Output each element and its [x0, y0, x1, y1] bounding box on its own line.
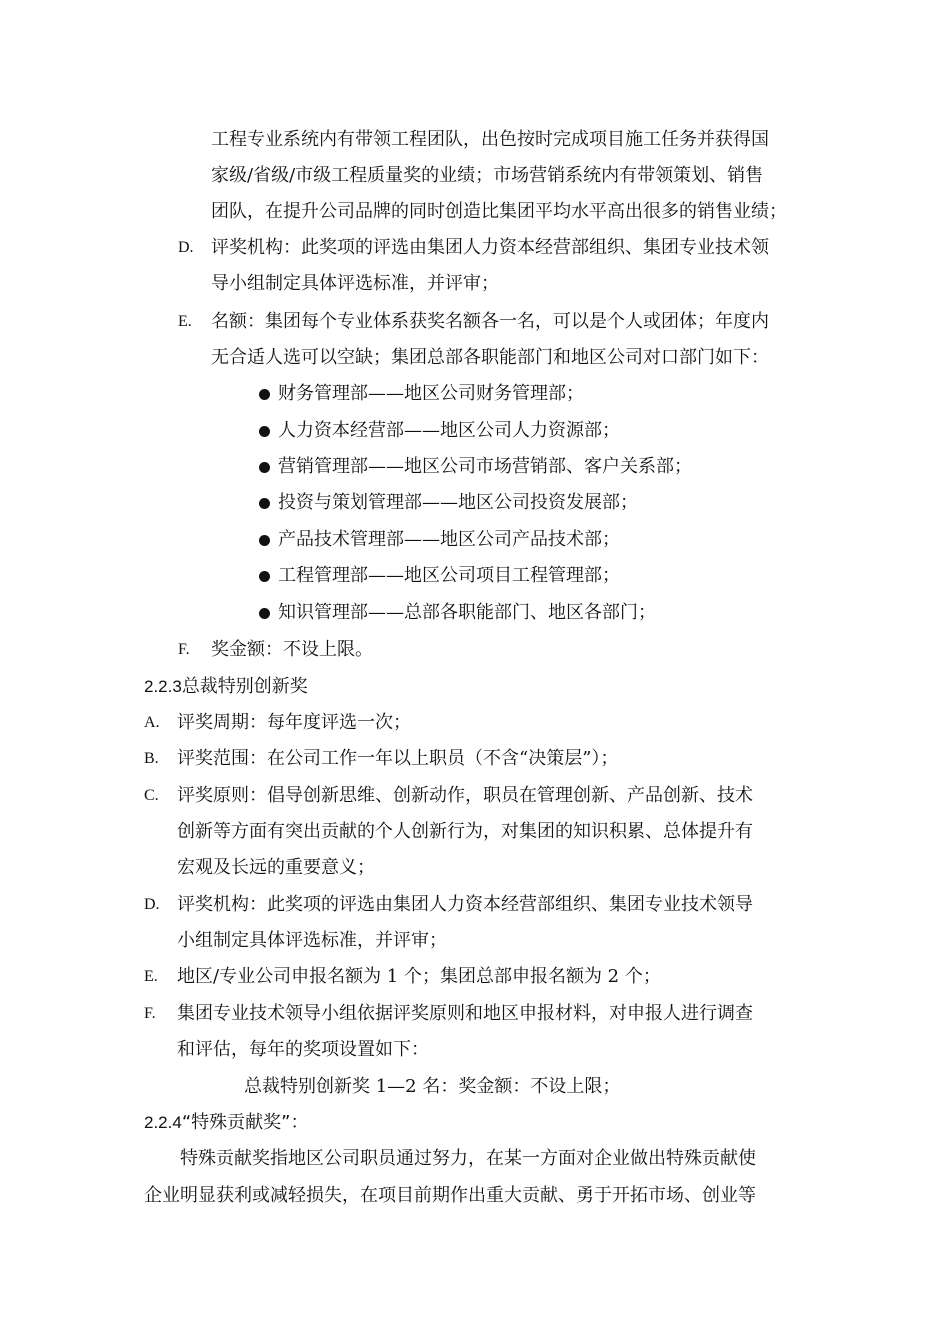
paragraph-line: 家级/省级/市级工程质量奖的业绩；市场营销系统内有带领策划、销售 — [211, 165, 764, 186]
paragraph-line: 工程专业系统内有带领工程团队，出色按时完成项目施工任务并获得国 — [211, 129, 769, 150]
bullet-icon — [259, 462, 270, 473]
list-item-line: 和评估，每年的奖项设置如下： — [177, 1039, 429, 1060]
bullet-icon — [259, 498, 270, 509]
bullet-item: 财务管理部——地区公司财务管理部； — [278, 383, 584, 404]
section-title: “特殊贡献奖”： — [181, 1112, 309, 1133]
paragraph-line: 特殊贡献奖指地区公司职员通过努力，在某一方面对企业做出特殊贡献使 — [180, 1148, 756, 1169]
bullet-item: 人力资本经营部——地区公司人力资源部； — [278, 420, 620, 441]
bullet-item: 产品技术管理部——地区公司产品技术部； — [278, 529, 620, 550]
section-number: 2.2.4 — [144, 1113, 182, 1132]
list-marker: A. — [144, 714, 160, 731]
list-marker: F. — [144, 1005, 156, 1022]
list-marker: E. — [178, 313, 192, 330]
list-marker: F. — [178, 641, 190, 658]
bullet-item: 营销管理部——地区公司市场营销部、客户关系部； — [278, 456, 692, 477]
list-item-line: 奖金额：不设上限。 — [211, 639, 373, 660]
list-item-line: 集团专业技术领导小组依据评奖原则和地区申报材料，对申报人进行调查 — [177, 1003, 753, 1024]
list-marker: D. — [178, 239, 194, 256]
paragraph-line: 企业明显获利或减轻损失，在项目前期作出重大贡献、勇于开拓市场、创业等 — [144, 1185, 756, 1206]
section-title: 总裁特别创新奖 — [181, 676, 308, 697]
bullet-item: 知识管理部——总部各职能部门、地区各部门； — [278, 602, 656, 623]
list-item-line: 无合适人选可以空缺；集团总部各职能部门和地区公司对口部门如下： — [211, 347, 769, 368]
list-marker: E. — [144, 968, 158, 985]
list-item-line: 评奖周期：每年度评选一次； — [177, 712, 411, 733]
bullet-icon — [259, 426, 270, 437]
list-item-line: 创新等方面有突出贡献的个人创新行为，对集团的知识积累、总体提升有 — [177, 821, 753, 842]
list-item-line: 评奖原则：倡导创新思维、创新动作，职员在管理创新、产品创新、技术 — [177, 785, 753, 806]
list-marker: B. — [144, 750, 159, 767]
list-marker: C. — [144, 787, 159, 804]
list-item-line: 名额：集团每个专业体系获奖名额各一名，可以是个人或团体；年度内 — [211, 311, 769, 332]
bullet-icon — [259, 608, 270, 619]
bullet-icon — [259, 535, 270, 546]
section-number: 2.2.3 — [144, 677, 182, 696]
section-heading — [144, 674, 308, 700]
bullet-item: 投资与策划管理部——地区公司投资发展部； — [278, 492, 638, 513]
list-item-line: 评奖机构：此奖项的评选由集团人力资本经营部组织、集团专业技术领导 — [177, 894, 753, 915]
list-item-line: 导小组制定具体评选标准，并评审； — [211, 273, 499, 294]
list-item-line: 评奖机构：此奖项的评选由集团人力资本经营部组织、集团专业技术领 — [211, 237, 769, 258]
bullet-icon — [259, 389, 270, 400]
list-item-line: 宏观及长远的重要意义； — [177, 857, 375, 878]
bullet-icon — [259, 571, 270, 582]
list-marker: D. — [144, 896, 160, 913]
section-heading — [144, 1110, 308, 1136]
list-item-line: 评奖范围：在公司工作一年以上职员（不含“决策层”）； — [177, 748, 619, 769]
award-setting-line: 总裁特别创新奖 1—2 名：奖金额：不设上限； — [244, 1076, 621, 1097]
list-item-line: 地区/专业公司申报名额为 1 个；集团总部申报名额为 2 个； — [177, 966, 661, 987]
bullet-item: 工程管理部——地区公司项目工程管理部； — [278, 565, 620, 586]
paragraph-line: 团队，在提升公司品牌的同时创造比集团平均水平高出很多的销售业绩； — [211, 201, 787, 222]
list-item-line: 小组制定具体评选标准，并评审； — [177, 930, 447, 951]
